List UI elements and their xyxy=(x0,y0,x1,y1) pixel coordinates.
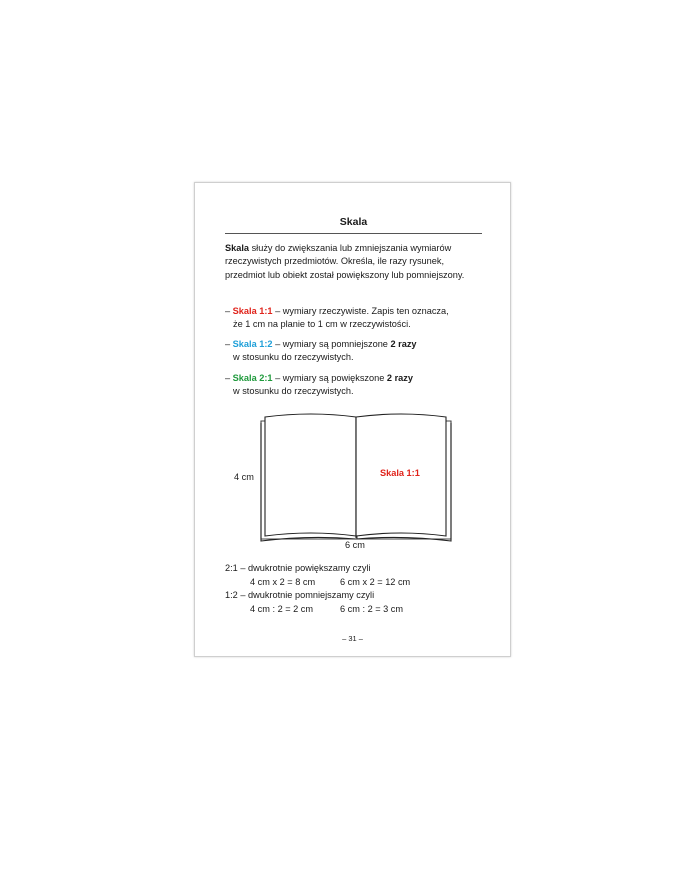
intro-text: służy do zwiększania lub zmniejszania wymiarów rzeczywistych przedmiotów. Określa, ile razy rysunek, przedmiot lub obiekt został powiększony lub pomniejszony. xyxy=(225,243,465,280)
calc-line: 1:2 – dwukrotnie pomniejszamy czyli xyxy=(225,590,375,601)
scale-label-1-1: Skala 1:1 xyxy=(232,306,273,316)
figure-scale-label: Skala 1:1 xyxy=(380,468,420,478)
book-left-page xyxy=(265,414,356,536)
scale-item-2-1 xyxy=(225,372,485,399)
height-label: 4 cm xyxy=(234,472,254,482)
scale-item-1-2 xyxy=(225,338,485,365)
intro-bold-term: Skala xyxy=(225,243,250,253)
width-label: 6 cm xyxy=(345,540,365,550)
page-title: Skala xyxy=(339,216,368,228)
item-dash: – xyxy=(225,339,233,349)
scale-label-2-1: Skala 2:1 xyxy=(232,373,273,383)
item-bold: 2 razy xyxy=(390,339,417,349)
item-dash: – xyxy=(225,306,233,316)
book-page xyxy=(194,182,511,657)
calc-value: 6 cm : 2 = 3 cm xyxy=(340,603,404,614)
calc-value: 6 cm x 2 = 12 cm xyxy=(340,576,411,587)
title-rule xyxy=(225,233,482,234)
scale-item-1-1 xyxy=(225,305,485,332)
calc-line xyxy=(225,603,410,617)
item-text: – wymiary są powiększone xyxy=(272,373,387,383)
item-continuation: że 1 cm na planie to 1 cm w rzeczywistości. xyxy=(233,319,411,330)
page-number: – 31 – xyxy=(342,634,363,643)
item-continuation: w stosunku do rzeczywistych. xyxy=(233,352,354,363)
item-continuation: w stosunku do rzeczywistych. xyxy=(233,386,354,397)
calc-line xyxy=(225,576,410,590)
calc-value: 4 cm x 2 = 8 cm xyxy=(250,576,316,587)
calc-value: 4 cm : 2 = 2 cm xyxy=(250,603,314,614)
item-bold: 2 razy xyxy=(386,373,413,383)
calculation-block xyxy=(225,562,410,616)
open-book-illustration xyxy=(225,411,455,551)
intro-paragraph xyxy=(225,242,485,282)
calc-line: 2:1 – dwukrotnie powiększamy czyli xyxy=(225,563,371,573)
scale-label-1-2: Skala 1:2 xyxy=(232,339,273,349)
item-dash: – xyxy=(225,373,233,383)
item-text: – wymiary są pomniejszone xyxy=(272,339,391,349)
item-text: – wymiary rzeczywiste. Zapis ten oznacza, xyxy=(272,306,449,316)
